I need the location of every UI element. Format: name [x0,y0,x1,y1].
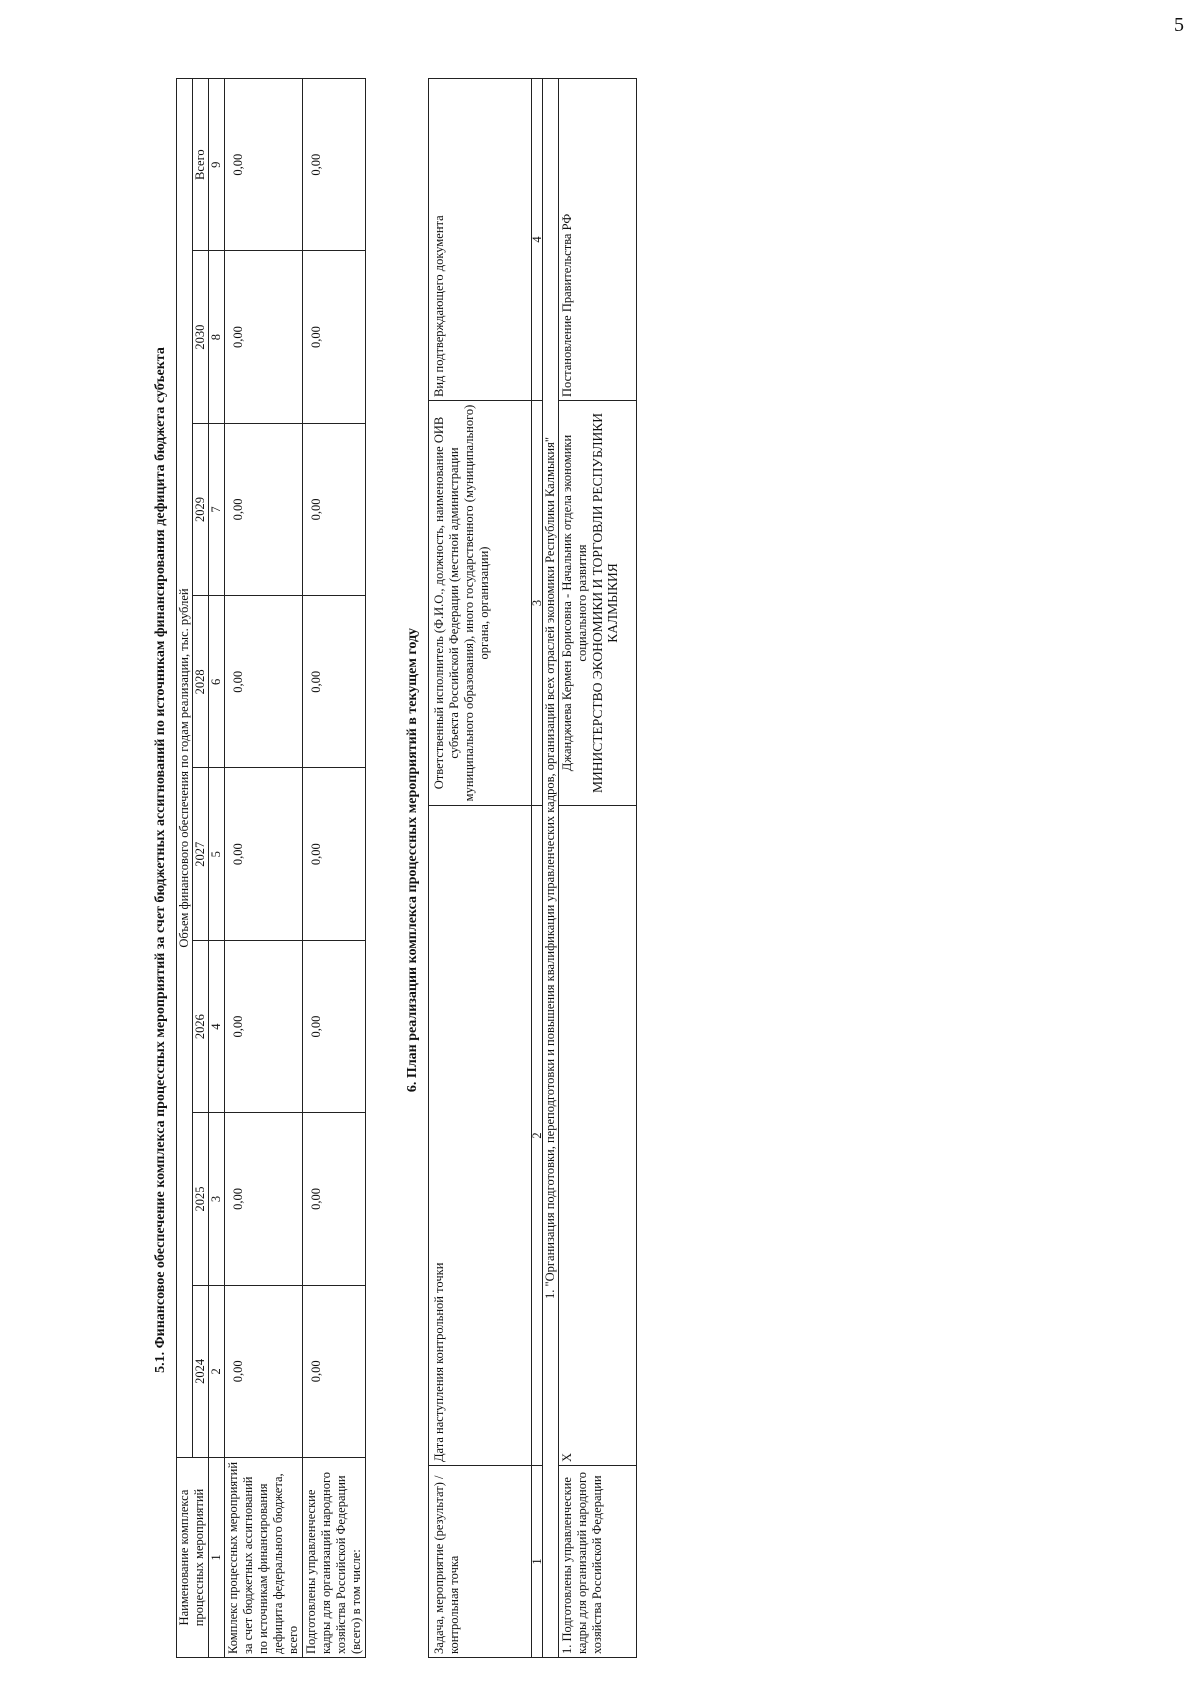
section-5-1-title: 5.1. Финансовое обеспечение комплекса процессных мероприятий за счет бюджетных ассигнований по источникам финансирования дефицита бюджета субъекта [153,347,168,1373]
financing-value: 0,00 [303,79,366,251]
plan-header-date: Дата наступления контрольной точки [429,806,532,1466]
plan-table [428,78,637,1658]
plan-col-number: 4 [532,79,543,401]
financing-value: 0,00 [303,768,366,940]
financing-value: 0,00 [225,596,303,768]
financing-year-total: Всего [193,79,209,251]
financing-value: 0,00 [225,940,303,1112]
financing-year: 2028 [193,596,209,768]
financing-value: 0,00 [303,1285,366,1457]
financing-year: 2025 [193,1113,209,1285]
financing-value: 0,00 [225,251,303,423]
financing-col-number: 9 [209,79,225,251]
financing-year: 2029 [193,423,209,595]
executive-person: Джанджиева Кермен Борисовна - Начальник отдела экономики социального развития [560,434,589,772]
financing-value: 0,00 [303,251,366,423]
financing-value: 0,00 [303,596,366,768]
plan-row-date: X [559,806,637,1466]
financing-year: 2026 [193,940,209,1112]
financing-value: 0,00 [303,423,366,595]
plan-col-number: 2 [532,806,543,1466]
financing-header-name: Наименование комплекса процессных мероприятий [177,1458,209,1658]
financing-value: 0,00 [303,940,366,1112]
page-number: 5 [1174,14,1184,36]
financing-value: 0,00 [303,1113,366,1285]
section-6-title: 6. План реализации комплекса процессных мероприятий в текущем году [405,627,420,1093]
financing-col-number: 4 [209,940,225,1112]
financing-col-number: 1 [209,1458,225,1658]
plan-col-number: 3 [532,401,543,806]
table-row [303,79,366,1658]
plan-header-executive: Ответственный исполнитель (Ф.И.О., должность, наименование ОИВ субъекта Российской Федерации (местной администрации муниципального образования), иного государственного (муниципального) органа, организации) [429,401,532,806]
financing-value: 0,00 [225,768,303,940]
financing-year: 2027 [193,768,209,940]
financing-value: 0,00 [225,79,303,251]
financing-row-name: Подготовлены управленческие кадры для организаций народного хозяйства Российской Федерации (всего) в том числе: [303,1458,366,1658]
financing-row-name: Комплекс процессных мероприятий за счет бюджетных ассигнований по источникам финансирования дефицита федерального бюджета, всего [225,1458,303,1658]
financing-col-number: 7 [209,423,225,595]
table-row [225,79,303,1658]
financing-col-number: 6 [209,596,225,768]
table-row [559,79,637,1658]
financing-header-volume: Объем финансового обеспечения по годам реализации, тыс. рублей [177,79,193,1458]
financing-col-number: 2 [209,1285,225,1457]
financing-table [176,78,366,1658]
plan-row-executive [559,401,637,806]
plan-header-task: Задача, мероприятие (результат) / контрольная точка [429,1466,532,1658]
financing-col-number: 3 [209,1113,225,1285]
executive-organization: МИНИСТЕРСТВО ЭКОНОМИКИ И ТОРГОВЛИ РЕСПУБЛИКИ КАЛМЫКИЯ [590,412,620,794]
plan-col-number: 1 [532,1466,543,1658]
plan-row-name: 1. Подготовлены управленческие кадры для организаций народного хозяйства Российской Федерации [559,1466,637,1658]
financing-year: 2024 [193,1285,209,1457]
financing-value: 0,00 [225,423,303,595]
financing-value: 0,00 [225,1113,303,1285]
financing-col-number: 5 [209,768,225,940]
financing-value: 0,00 [225,1285,303,1457]
rotated-landscape-content [150,40,770,1680]
plan-task-row: 1. "Организация подготовки, переподготовки и повышения квалификации управленческих кадров, организаций всех отраслей экономики Республики Калмыкия" [543,79,559,1658]
financing-year: 2030 [193,251,209,423]
plan-row-document: Постановление Правительства РФ [559,79,637,401]
financing-col-number: 8 [209,251,225,423]
plan-header-document: Вид подтверждающего документа [429,79,532,401]
